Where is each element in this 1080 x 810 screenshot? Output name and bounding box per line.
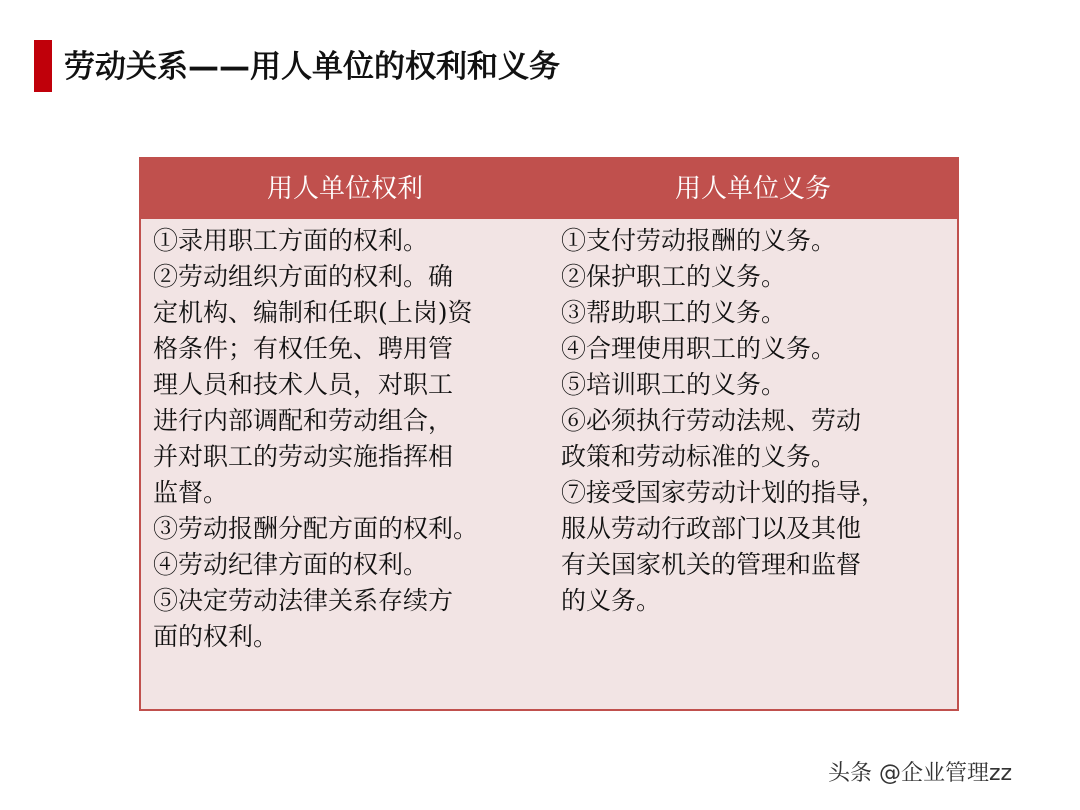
duties-line: ④合理使用职工的义务。: [561, 334, 837, 363]
duties-line: 服从劳动行政部门以及其他: [561, 514, 862, 543]
duties-line: ⑥必须执行劳动法规、劳动: [561, 406, 862, 435]
rights-line: 面的权利。: [153, 622, 279, 651]
header-duties: 用人单位义务: [674, 174, 831, 204]
rights-line: 并对职工的劳动实施指挥相: [153, 442, 454, 471]
duties-line: ③帮助职工的义务。: [561, 298, 787, 327]
rights-column: [153, 223, 543, 655]
table-header: [141, 159, 957, 219]
rights-line: 进行内部调配和劳动组合，: [153, 406, 454, 435]
duties-line: ①支付劳动报酬的义务。: [561, 226, 837, 255]
rights-line: ④劳动纪律方面的权利。: [153, 550, 429, 579]
rights-line: 定机构、编制和任职(上岗)资: [153, 298, 473, 327]
rights-line: ⑤决定劳动法律关系存续方: [153, 586, 454, 615]
duties-line: ⑤培训职工的义务。: [561, 370, 787, 399]
header-rights: 用人单位权利: [266, 174, 423, 204]
rights-line: ②劳动组织方面的权利。确: [153, 262, 454, 291]
duties-line: ⑦接受国家劳动计划的指导，: [561, 478, 887, 507]
duties-line: 政策和劳动标准的义务。: [561, 442, 837, 471]
rights-line: ①录用职工方面的权利。: [153, 226, 429, 255]
duties-line: ②保护职工的义务。: [561, 262, 787, 291]
title-accent-bar: [34, 40, 52, 92]
duties-column: [561, 223, 941, 619]
page-title: 劳动关系——用人单位的权利和义务: [64, 49, 560, 85]
rights-line: 监督。: [153, 478, 229, 507]
rights-line: 理人员和技术人员，对职工: [153, 370, 454, 399]
rights-duties-table: [139, 157, 959, 711]
rights-line: ③劳动报酬分配方面的权利。: [153, 514, 479, 543]
watermark-text: 头条 @企业管理zz: [828, 761, 1013, 786]
rights-line: 格条件；有权任免、聘用管: [153, 334, 454, 363]
duties-line: 的义务。: [561, 586, 662, 615]
duties-line: 有关国家机关的管理和监督: [561, 550, 862, 579]
